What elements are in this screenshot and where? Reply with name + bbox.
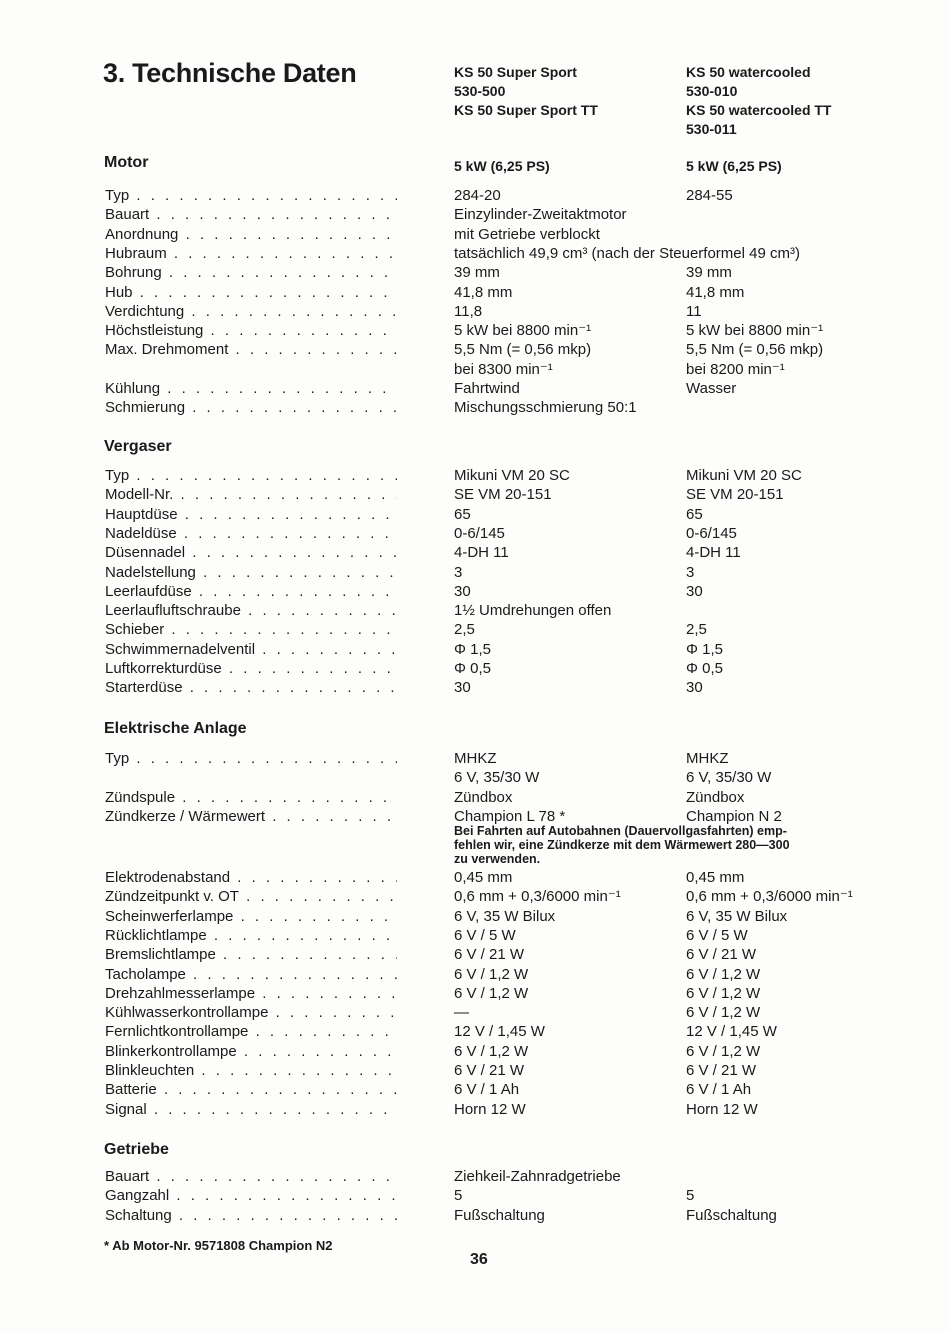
spec-label: Bohrung . . .: [105, 263, 397, 282]
page-title: 3. Technische Daten: [103, 58, 357, 88]
spec-value-col2: 12 V / 1,45 W: [686, 1023, 777, 1041]
spec-row: [0, 244, 950, 263]
spec-value-col1: 30: [454, 679, 471, 697]
spec-row: [0, 582, 950, 601]
spec-row: [0, 1186, 950, 1205]
spec-value-col2: 6 V, 35/30 W: [686, 769, 772, 787]
spec-value-col2: 11: [686, 302, 702, 320]
spec-value-col1: 0,6 mm + 0,3/6000 min⁻¹: [454, 888, 621, 906]
spec-row: [0, 321, 950, 340]
spec-value-col2: 0,45 mm: [686, 869, 745, 886]
spec-value-col2: 65: [686, 505, 703, 523]
spec-value-col1: bei 8300 min⁻¹: [454, 360, 553, 378]
spec-label: Gangzahl . . .: [105, 1186, 397, 1205]
spec-row: [0, 749, 950, 768]
spec-row: [0, 868, 950, 887]
spec-value-shared: mit Getriebe verblockt: [454, 225, 600, 243]
spec-value-col2: 6 V / 1 Ah: [686, 1081, 752, 1099]
model-name: KS 50 watercooled: [686, 64, 811, 80]
model-column-1-header: [454, 63, 598, 120]
spec-value-col2: 6 V / 1,2 W: [686, 1004, 761, 1022]
spec-label: Kühlung . . .: [105, 379, 397, 398]
spec-value-col1: MHKZ: [454, 750, 497, 767]
spec-label: Drehzahlmesserlampe . . .: [105, 984, 397, 1003]
spec-label: Bauart . . .: [105, 1167, 397, 1186]
spec-value-col2: Fußschaltung: [686, 1206, 777, 1224]
spec-value-col1: 6 V, 35/30 W: [454, 769, 540, 787]
spec-label: Signal . . .: [105, 1100, 397, 1119]
spec-label: Schmierung . . .: [105, 398, 397, 417]
model-name: KS 50 Super Sport TT: [454, 102, 598, 118]
spec-label: Bauart . . .: [105, 205, 397, 224]
spec-value-col1: —: [454, 1004, 469, 1022]
spec-value-col1: 5,5 Nm (= 0,56 mkp): [454, 341, 592, 359]
spec-label: Fernlichtkontrollampe . . .: [105, 1022, 397, 1041]
spec-value-col1: Zündbox: [454, 788, 513, 806]
note-line: zu verwenden.: [454, 852, 541, 866]
spec-label: Düsennadel . . .: [105, 543, 397, 562]
spec-label: Starterdüse . . .: [105, 678, 397, 697]
spec-label: Verdichtung . . .: [105, 302, 397, 321]
spec-label: Blinkleuchten . . .: [105, 1061, 397, 1080]
spec-value-col2: Zündbox: [686, 788, 745, 806]
section-heading-motor: Motor: [104, 154, 149, 171]
spec-label: Nadelstellung . . .: [105, 563, 397, 582]
spec-row: [0, 640, 950, 659]
spec-row: [0, 1167, 950, 1186]
spec-label: Kühlwasserkontrollampe . . .: [105, 1003, 397, 1022]
spec-value-col2: 5,5 Nm (= 0,56 mkp): [686, 341, 824, 359]
spec-value-col2: bei 8200 min⁻¹: [686, 360, 785, 378]
spec-row: [0, 485, 950, 504]
spec-value-col2: 30: [686, 582, 703, 600]
spec-value-col1: Mikuni VM 20 SC: [454, 467, 570, 484]
spec-value-col2: 6 V / 1,2 W: [686, 1042, 761, 1060]
spec-label: Blinkerkontrollampe . . .: [105, 1042, 397, 1061]
spec-label: Modell-Nr. . . .: [105, 485, 397, 504]
spec-row: [0, 926, 950, 945]
spec-row: [0, 283, 950, 302]
spec-label: Hub . . .: [105, 283, 397, 302]
spec-value-col1: 6 V / 1 Ah: [454, 1081, 520, 1099]
spec-row: [0, 1042, 950, 1061]
model-number: 530-010: [686, 83, 738, 99]
spec-label: Höchstleistung . . .: [105, 321, 397, 340]
spec-label: Rücklichtlampe . . .: [105, 926, 397, 945]
spec-value-col1: 0,45 mm: [454, 869, 513, 886]
spec-value-col1: Φ 1,5: [454, 640, 491, 658]
spec-value-col2: 6 V / 1,2 W: [686, 984, 761, 1002]
spec-label: Schwimmernadelventil . . .: [105, 640, 397, 659]
spec-value-col2: 3: [686, 563, 695, 581]
spec-row: [0, 984, 950, 1003]
power-rating-col2: 5 kW (6,25 PS): [686, 158, 782, 174]
section-heading-vergaser: Vergaser: [104, 438, 172, 455]
spec-row: [0, 205, 950, 224]
spec-value-col1: 39 mm: [454, 264, 500, 282]
spec-row: [0, 543, 950, 562]
spec-value-col1: Fahrtwind: [454, 380, 520, 397]
model-name: KS 50 watercooled TT: [686, 102, 832, 118]
page-number: 36: [470, 1251, 488, 1268]
spec-row: [0, 1206, 950, 1225]
spec-row: [0, 659, 950, 678]
spec-label: Typ . . .: [105, 186, 397, 205]
spec-row: [0, 225, 950, 244]
spec-row: [0, 360, 950, 379]
spec-label: Elektrodenabstand . . .: [105, 868, 397, 887]
spec-value-col1: 6 V / 1,2 W: [454, 984, 529, 1002]
spec-value-col2: 6 V, 35 W Bilux: [686, 907, 788, 925]
spec-row: [0, 678, 950, 697]
spec-value-col2: 5: [686, 1187, 695, 1205]
spec-row: [0, 1022, 950, 1041]
spec-label: Schieber . . .: [105, 620, 397, 639]
spec-value-col2: MHKZ: [686, 750, 729, 767]
spec-value-col2: 30: [686, 679, 703, 697]
spec-value-col1: 65: [454, 505, 471, 523]
footnote: * Ab Motor-Nr. 9571808 Champion N2: [104, 1238, 333, 1253]
spec-row: [0, 768, 950, 787]
spec-value-col2: 6 V / 1,2 W: [686, 965, 761, 983]
spec-value-col2: 6 V / 21 W: [686, 946, 757, 964]
spark-plug-note: [454, 824, 790, 866]
spec-value-col1: 6 V / 1,2 W: [454, 1042, 529, 1060]
spec-row: [0, 620, 950, 639]
spec-value-col1: 6 V / 1,2 W: [454, 965, 529, 983]
spec-value-col1: 6 V / 21 W: [454, 946, 525, 964]
spec-value-col1: 30: [454, 582, 471, 600]
spec-label: Schaltung . . .: [105, 1206, 397, 1225]
model-column-2-header: [686, 63, 831, 139]
spec-value-col2: 4-DH 11: [686, 544, 741, 562]
spec-label: Anordnung . . .: [105, 225, 397, 244]
spec-value-col1: 6 V, 35 W Bilux: [454, 907, 556, 925]
spec-label: Luftkorrekturdüse . . .: [105, 659, 397, 678]
spec-value-col1: 6 V / 21 W: [454, 1062, 525, 1079]
spec-row: [0, 945, 950, 964]
spec-row: [0, 302, 950, 321]
spec-value-col2: SE VM 20-151: [686, 486, 784, 504]
spec-row: [0, 263, 950, 282]
note-line: Bei Fahrten auf Autobahnen (Dauervollgasfahrten) emp-: [454, 824, 787, 838]
spec-label: Zündzeitpunkt v. OT . . .: [105, 887, 397, 906]
model-number: 530-500: [454, 83, 506, 99]
spec-row: [0, 965, 950, 984]
spec-row: [0, 379, 950, 398]
spec-row: [0, 1003, 950, 1022]
spec-label: Batterie . . .: [105, 1080, 397, 1099]
spec-label: Scheinwerferlampe . . .: [105, 907, 397, 926]
spec-row: [0, 186, 950, 205]
spec-value-shared: tatsächlich 49,9 cm³ (nach der Steuerformel 49 cm³): [454, 244, 800, 262]
spec-value-col2: 5 kW bei 8800 min⁻¹: [686, 322, 824, 340]
model-number: 530-011: [686, 121, 737, 137]
spec-value-col1: 12 V / 1,45 W: [454, 1023, 545, 1041]
spec-label: Typ . . .: [105, 749, 397, 768]
spec-row: [0, 505, 950, 524]
note-line: fehlen wir, eine Zündkerze mit dem Wärmewert 280—300: [454, 838, 790, 852]
spec-value-col1: 284-20: [454, 187, 501, 204]
spec-label: Zündkerze / Wärmewert . . .: [105, 807, 397, 826]
spec-row: [0, 907, 950, 926]
spec-value-col1: 3: [454, 563, 463, 581]
spec-row: [0, 524, 950, 543]
spec-row: [0, 398, 950, 417]
spec-label: Hubraum . . .: [105, 244, 397, 263]
spec-row: [0, 1080, 950, 1099]
spec-value-col1: SE VM 20-151: [454, 486, 552, 504]
spec-value-col2: 0,6 mm + 0,3/6000 min⁻¹: [686, 888, 853, 906]
spec-value-col2: 6 V / 5 W: [686, 926, 748, 944]
spec-value-col2: Champion N 2: [686, 807, 782, 825]
spec-value-col2: 41,8 mm: [686, 283, 745, 301]
spec-value-col1: Champion L 78 *: [454, 807, 566, 825]
spec-label: Hauptdüse . . .: [105, 505, 397, 524]
spec-value-shared: Mischungsschmierung 50:1: [454, 399, 637, 417]
spec-value-col2: 284-55: [686, 187, 733, 204]
power-rating-col1: 5 kW (6,25 PS): [454, 158, 550, 174]
spec-value-col2: 39 mm: [686, 264, 732, 282]
spec-label: Leerlaufdüse . . .: [105, 582, 397, 601]
section-heading-elektrik: Elektrische Anlage: [104, 720, 247, 737]
spec-value-col2: Φ 0,5: [686, 660, 723, 677]
spec-label: Nadeldüse . . .: [105, 524, 397, 543]
spec-label: Max. Drehmoment . . .: [105, 340, 397, 359]
spec-value-col1: Horn 12 W: [454, 1100, 526, 1118]
spec-value-col1: Fußschaltung: [454, 1206, 545, 1224]
spec-row: [0, 1100, 950, 1119]
spec-value-col2: 0-6/145: [686, 524, 737, 542]
spec-label: Bremslichtlampe . . .: [105, 945, 397, 964]
spec-value-shared: 1½ Umdrehungen offen: [454, 602, 612, 620]
spec-label: Typ . . .: [105, 466, 397, 485]
spec-row: [0, 466, 950, 485]
spec-label: Leerlaufluftschraube . . .: [105, 601, 397, 620]
spec-value-col1: 5: [454, 1187, 463, 1205]
spec-row: [0, 563, 950, 582]
spec-value-col1: 6 V / 5 W: [454, 926, 516, 944]
spec-value-col2: Wasser: [686, 380, 737, 397]
spec-value-col2: 6 V / 21 W: [686, 1062, 757, 1079]
spec-label: Tacholampe . . .: [105, 965, 397, 984]
model-name: KS 50 Super Sport: [454, 64, 577, 80]
spec-value-shared: Einzylinder-Zweitaktmotor: [454, 206, 627, 224]
section-heading-getriebe: Getriebe: [104, 1141, 169, 1158]
spec-value-col1: 41,8 mm: [454, 283, 513, 301]
spec-value-shared: Ziehkeil-Zahnradgetriebe: [454, 1168, 621, 1185]
spec-value-col1: 11,8: [454, 302, 483, 320]
spec-row: [0, 1061, 950, 1080]
spec-row: [0, 601, 950, 620]
spec-value-col1: 2,5: [454, 621, 475, 639]
spec-value-col1: 4-DH 11: [454, 544, 509, 562]
spec-value-col2: Horn 12 W: [686, 1100, 758, 1118]
spec-row: [0, 340, 950, 359]
spec-value-col1: 5 kW bei 8800 min⁻¹: [454, 322, 592, 340]
spec-label: Zündspule . . .: [105, 788, 397, 807]
spec-value-col2: Φ 1,5: [686, 640, 723, 658]
spec-value-col1: 0-6/145: [454, 524, 505, 542]
spec-value-col2: Mikuni VM 20 SC: [686, 467, 802, 484]
spec-value-col1: Φ 0,5: [454, 660, 491, 677]
spec-row: [0, 887, 950, 906]
spec-row: [0, 788, 950, 807]
spec-value-col2: 2,5: [686, 621, 707, 639]
